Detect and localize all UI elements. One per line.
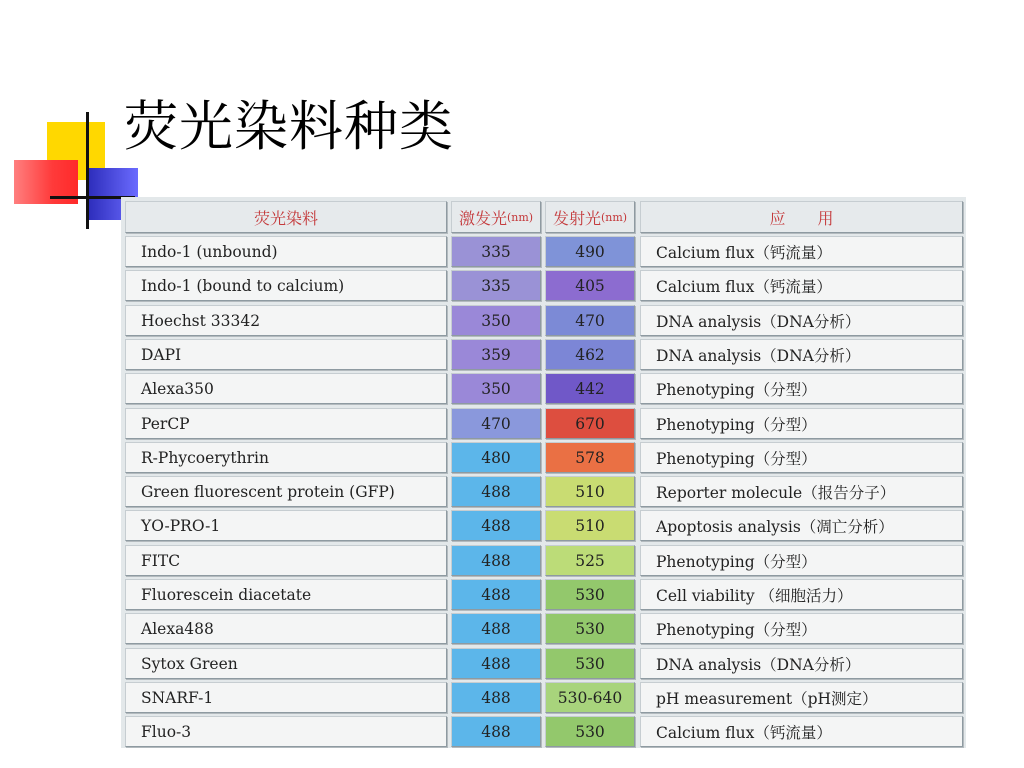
application-cell: Calcium flux（钙流量） bbox=[640, 270, 963, 301]
dye-name-cell: Indo-1 (bound to calcium) bbox=[125, 270, 447, 301]
emission-cell: 670 bbox=[545, 408, 635, 439]
emission-cell: 470 bbox=[545, 305, 635, 336]
excitation-cell: 359 bbox=[451, 339, 541, 370]
excitation-cell: 350 bbox=[451, 373, 541, 404]
header-emission-unit: (nm) bbox=[600, 210, 628, 224]
excitation-cell: 488 bbox=[451, 648, 541, 679]
emission-cell: 530-640 bbox=[545, 682, 635, 713]
header-excitation-unit: (nm) bbox=[506, 210, 534, 224]
header-emission-label: 发射光 bbox=[552, 208, 601, 228]
application-cell: Phenotyping（分型） bbox=[640, 545, 963, 576]
emission-cell: 405 bbox=[545, 270, 635, 301]
application-cell: DNA analysis（DNA分析） bbox=[640, 339, 963, 370]
application-cell: Phenotyping（分型） bbox=[640, 613, 963, 644]
excitation-cell: 488 bbox=[451, 682, 541, 713]
excitation-cell: 488 bbox=[451, 510, 541, 541]
header-excitation-label: 激发光 bbox=[458, 208, 507, 228]
dye-name-cell: Sytox Green bbox=[125, 648, 447, 679]
dye-name-cell: Green fluorescent protein (GFP) bbox=[125, 476, 447, 507]
emission-cell: 510 bbox=[545, 510, 635, 541]
decorative-vertical-line bbox=[86, 112, 89, 229]
fluorescent-dye-table bbox=[121, 197, 966, 748]
dye-name-cell: Alexa350 bbox=[125, 373, 447, 404]
dye-name-cell: Fluo-3 bbox=[125, 716, 447, 747]
excitation-cell: 480 bbox=[451, 442, 541, 473]
dye-name-cell: Fluorescein diacetate bbox=[125, 579, 447, 610]
header-application: 应 用 bbox=[640, 201, 963, 233]
excitation-cell: 488 bbox=[451, 476, 541, 507]
application-cell: Calcium flux（钙流量） bbox=[640, 236, 963, 267]
application-cell: Cell viability （细胞活力） bbox=[640, 579, 963, 610]
dye-name-cell: Hoechst 33342 bbox=[125, 305, 447, 336]
excitation-cell: 488 bbox=[451, 545, 541, 576]
application-cell: DNA analysis（DNA分析） bbox=[640, 305, 963, 336]
application-cell: pH measurement（pH测定） bbox=[640, 682, 963, 713]
application-cell: Phenotyping（分型） bbox=[640, 373, 963, 404]
emission-cell: 490 bbox=[545, 236, 635, 267]
dye-name-cell: SNARF-1 bbox=[125, 682, 447, 713]
emission-cell: 530 bbox=[545, 579, 635, 610]
application-cell: DNA analysis（DNA分析） bbox=[640, 648, 963, 679]
emission-cell: 578 bbox=[545, 442, 635, 473]
excitation-cell: 335 bbox=[451, 236, 541, 267]
excitation-cell: 488 bbox=[451, 613, 541, 644]
slide-title: 荧光染料种类 bbox=[124, 95, 454, 158]
excitation-cell: 350 bbox=[451, 305, 541, 336]
dye-name-cell: DAPI bbox=[125, 339, 447, 370]
application-cell: Reporter molecule（报告分子） bbox=[640, 476, 963, 507]
emission-cell: 510 bbox=[545, 476, 635, 507]
emission-cell: 462 bbox=[545, 339, 635, 370]
emission-cell: 530 bbox=[545, 716, 635, 747]
dye-name-cell: YO-PRO-1 bbox=[125, 510, 447, 541]
application-cell: Apoptosis analysis（凋亡分析） bbox=[640, 510, 963, 541]
header-dye-name: 荧光染料 bbox=[125, 201, 447, 233]
excitation-cell: 488 bbox=[451, 716, 541, 747]
excitation-cell: 335 bbox=[451, 270, 541, 301]
dye-name-cell: PerCP bbox=[125, 408, 447, 439]
excitation-cell: 488 bbox=[451, 579, 541, 610]
application-cell: Phenotyping（分型） bbox=[640, 408, 963, 439]
emission-cell: 530 bbox=[545, 613, 635, 644]
excitation-cell: 470 bbox=[451, 408, 541, 439]
dye-name-cell: R-Phycoerythrin bbox=[125, 442, 447, 473]
header-excitation bbox=[451, 201, 541, 233]
application-cell: Calcium flux（钙流量） bbox=[640, 716, 963, 747]
emission-cell: 530 bbox=[545, 648, 635, 679]
emission-cell: 442 bbox=[545, 373, 635, 404]
application-cell: Phenotyping（分型） bbox=[640, 442, 963, 473]
emission-cell: 525 bbox=[545, 545, 635, 576]
dye-name-cell: Indo-1 (unbound) bbox=[125, 236, 447, 267]
dye-name-cell: FITC bbox=[125, 545, 447, 576]
dye-name-cell: Alexa488 bbox=[125, 613, 447, 644]
header-emission bbox=[545, 201, 635, 233]
